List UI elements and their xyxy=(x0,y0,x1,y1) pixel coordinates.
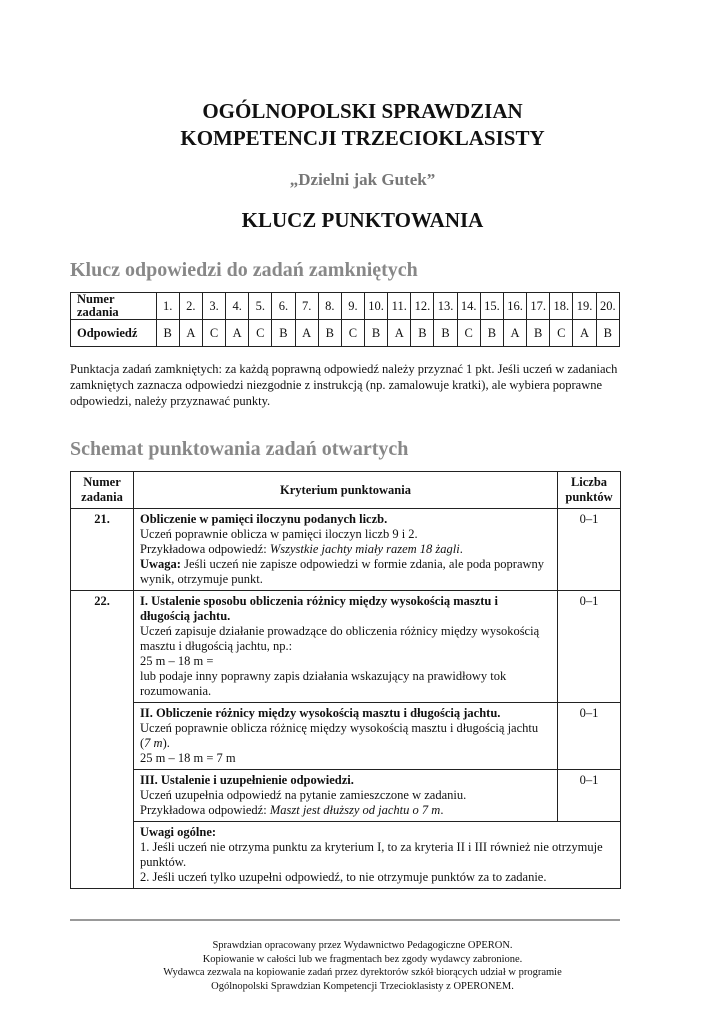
task-number: 3. xyxy=(202,293,225,320)
criterion-title: I. Ustalenie sposobu obliczenia różnicy między wysokością masztu i długością jachtu. xyxy=(140,594,498,623)
footer-line-1: Sprawdzian opracowany przez Wydawnictwo Pedagogiczne OPERON. xyxy=(212,940,513,951)
equation-text: 25 m – 18 m = xyxy=(140,654,214,668)
uwaga-text: Jeśli uczeń nie zapisze odpowiedzi w formie zdania, ale poda poprawny wynik, otrzymuje punkt. xyxy=(140,557,545,586)
footer-line-4: Ogólnopolski Sprawdzian Kompetencji Trzecioklasisty z OPERONEM. xyxy=(211,980,514,992)
col-header-number: Numer zadania xyxy=(71,472,134,509)
general-note-2: 2. Jeśli uczeń tylko uzupełni odpowiedź, to nie otrzymuje punktów za to zadanie. xyxy=(140,870,547,884)
answers-row xyxy=(71,320,620,347)
answer-cell: B xyxy=(596,320,619,347)
answers-row-label: Odpowiedź xyxy=(71,320,157,347)
open-header-row xyxy=(71,472,621,509)
footer xyxy=(0,939,725,993)
general-notes-title: Uwagi ogólne: xyxy=(140,825,217,839)
answer-cell: B xyxy=(527,320,550,347)
answer-cell: B xyxy=(480,320,503,347)
answer-cell: C xyxy=(249,320,272,347)
answer-cell: A xyxy=(179,320,202,347)
answer-cell: B xyxy=(365,320,388,347)
task-number: 4. xyxy=(226,293,249,320)
table-row-22-i xyxy=(71,591,621,703)
closed-scoring-note: Punktacja zadań zamkniętych: za każdą poprawną odpowiedź należy przyznać 1 pkt. Jeśli uczeń w zadaniach zamkniętych zaznacza odpowiedzi niezgodnie z instrukcją (np. zamalowuje kratki), ale wybiera poprawne odpowiedzi, należy przyznawać punkty. xyxy=(70,362,618,408)
answer-key-table xyxy=(70,292,620,347)
criterion-title: Obliczenie w pamięci iloczynu podanych liczb. xyxy=(140,512,388,526)
task-number: 14. xyxy=(457,293,480,320)
numbers-row xyxy=(71,293,620,320)
task-number: 9. xyxy=(341,293,364,320)
answer-cell: A xyxy=(226,320,249,347)
task-number: 10. xyxy=(365,293,388,320)
example-label: Przykładowa odpowiedź: xyxy=(140,803,270,817)
general-note-1: 1. Jeśli uczeń nie otrzyma punktu za kryterium I, to za kryteria II i III również nie otrzymuje punktów. xyxy=(140,840,603,869)
criterion-text-extra: lub podaje inny poprawny zapis działania wskazujący na prawidłowy tok rozumowania. xyxy=(140,669,507,698)
criterion-cell xyxy=(134,591,558,703)
task-number: 7. xyxy=(295,293,318,320)
criterion-cell xyxy=(134,703,558,770)
criterion-value: 7 m xyxy=(144,736,163,750)
task-number: 12. xyxy=(411,293,434,320)
answer-cell: A xyxy=(503,320,526,347)
example-answer: Maszt jest dłuższy od jachtu o 7 m xyxy=(269,803,441,817)
answer-cell: B xyxy=(318,320,341,347)
answer-cell: A xyxy=(573,320,596,347)
points-cell: 0–1 xyxy=(558,703,621,770)
task-number: 19. xyxy=(573,293,596,320)
answer-cell: A xyxy=(295,320,318,347)
page-title-line2: KOMPETENCJI TRZECIOKLASISTY xyxy=(180,126,545,150)
col-header-points: Liczba punktów xyxy=(558,472,621,509)
criterion-text: Uczeń poprawnie oblicza różnicę między wysokością masztu i długością jachtu ( xyxy=(140,721,539,750)
answer-cell: B xyxy=(272,320,295,347)
answer-cell: B xyxy=(411,320,434,347)
task-number: 2. xyxy=(179,293,202,320)
criterion-text: Uczeń uzupełnia odpowiedź na pytanie zamieszczone w zadaniu. xyxy=(140,788,467,802)
task-number: 5. xyxy=(249,293,272,320)
task-number: 13. xyxy=(434,293,457,320)
criterion-cell: Obliczenie w pamięci iloczynu podanych liczb. Uczeń poprawnie oblicza w pamięci iloczyn liczb 9 i 2. Przykładowa odpowiedź: Wszystkie jachty miały razem 18 żagli. Uwaga: Jeśli uczeń nie zapisze odpowiedzi w formie zdania, ale poda poprawny wynik, otrzymuje punkt. xyxy=(134,509,558,591)
equation-text: 25 m – 18 m = 7 m xyxy=(140,751,236,765)
criterion-text: Uczeń zapisuje działanie prowadzące do obliczenia różnicy między wysokością masztu i długością jachtu, np.: xyxy=(140,624,540,653)
task-number: 22. xyxy=(71,591,134,889)
task-number: 1. xyxy=(156,293,179,320)
task-number: 20. xyxy=(596,293,619,320)
page-subtitle: „Dzielni jak Gutek” xyxy=(289,170,436,189)
task-number: 8. xyxy=(318,293,341,320)
key-title: KLUCZ PUNKTOWANIA xyxy=(241,208,484,232)
task-number: 6. xyxy=(272,293,295,320)
numbers-row-label: Numer zadania xyxy=(71,293,157,320)
criterion-text: Uczeń poprawnie oblicza w pamięci iloczyn liczb 9 i 2. xyxy=(140,527,418,541)
answer-cell: C xyxy=(341,320,364,347)
example-label: Przykładowa odpowiedź: xyxy=(140,542,270,556)
table-row-21 xyxy=(71,509,621,591)
answer-cell: C xyxy=(550,320,573,347)
example-answer: Wszystkie jachty miały razem 18 żagli xyxy=(269,542,460,556)
open-scoring-table xyxy=(70,471,621,889)
answer-cell: C xyxy=(457,320,480,347)
page-title-line1: OGÓLNOPOLSKI SPRAWDZIAN xyxy=(202,99,523,123)
task-number: 15. xyxy=(480,293,503,320)
table-row-22-iii xyxy=(71,770,621,822)
task-number: 11. xyxy=(388,293,411,320)
criterion-title: II. Obliczenie różnicy między wysokością masztu i długością jachtu. xyxy=(140,706,501,720)
task-number: 21. xyxy=(71,509,134,591)
task-number: 18. xyxy=(550,293,573,320)
answer-cell: C xyxy=(202,320,225,347)
footer-line-2: Kopiowanie w całości lub we fragmentach bez zgody wydawcy zabronione. xyxy=(202,953,523,965)
points-cell: 0–1 xyxy=(558,770,621,822)
open-section-title: Schemat punktowania zadań otwartych xyxy=(70,438,409,460)
points-cell: 0–1 xyxy=(558,509,621,591)
criterion-text-end: ). xyxy=(162,736,170,750)
col-header-criterion: Kryterium punktowania xyxy=(134,472,558,509)
criterion-cell: III. Ustalenie i uzupełnienie odpowiedzi. Uczeń uzupełnia odpowiedź na pytanie zamieszczone w zadaniu. Przykładowa odpowiedź: Maszt jest dłuższy od jachtu o 7 m. xyxy=(134,770,558,822)
uwaga-label: Uwaga: xyxy=(140,557,181,571)
answer-cell: A xyxy=(388,320,411,347)
closed-section-title: Klucz odpowiedzi do zadań zamkniętych xyxy=(70,259,418,281)
general-notes-cell xyxy=(134,822,621,889)
task-number: 16. xyxy=(503,293,526,320)
answer-cell: B xyxy=(434,320,457,347)
table-row-22-general xyxy=(71,822,621,889)
answer-cell: B xyxy=(156,320,179,347)
table-row-22-ii xyxy=(71,703,621,770)
points-cell: 0–1 xyxy=(558,591,621,703)
task-number: 17. xyxy=(527,293,550,320)
criterion-title: III. Ustalenie i uzupełnienie odpowiedzi. xyxy=(140,773,354,787)
footer-line-3: Wydawca zezwala na kopiowanie zadań przez dyrektorów szkół biorących udział w programie xyxy=(163,967,562,978)
footer-divider xyxy=(70,919,620,921)
